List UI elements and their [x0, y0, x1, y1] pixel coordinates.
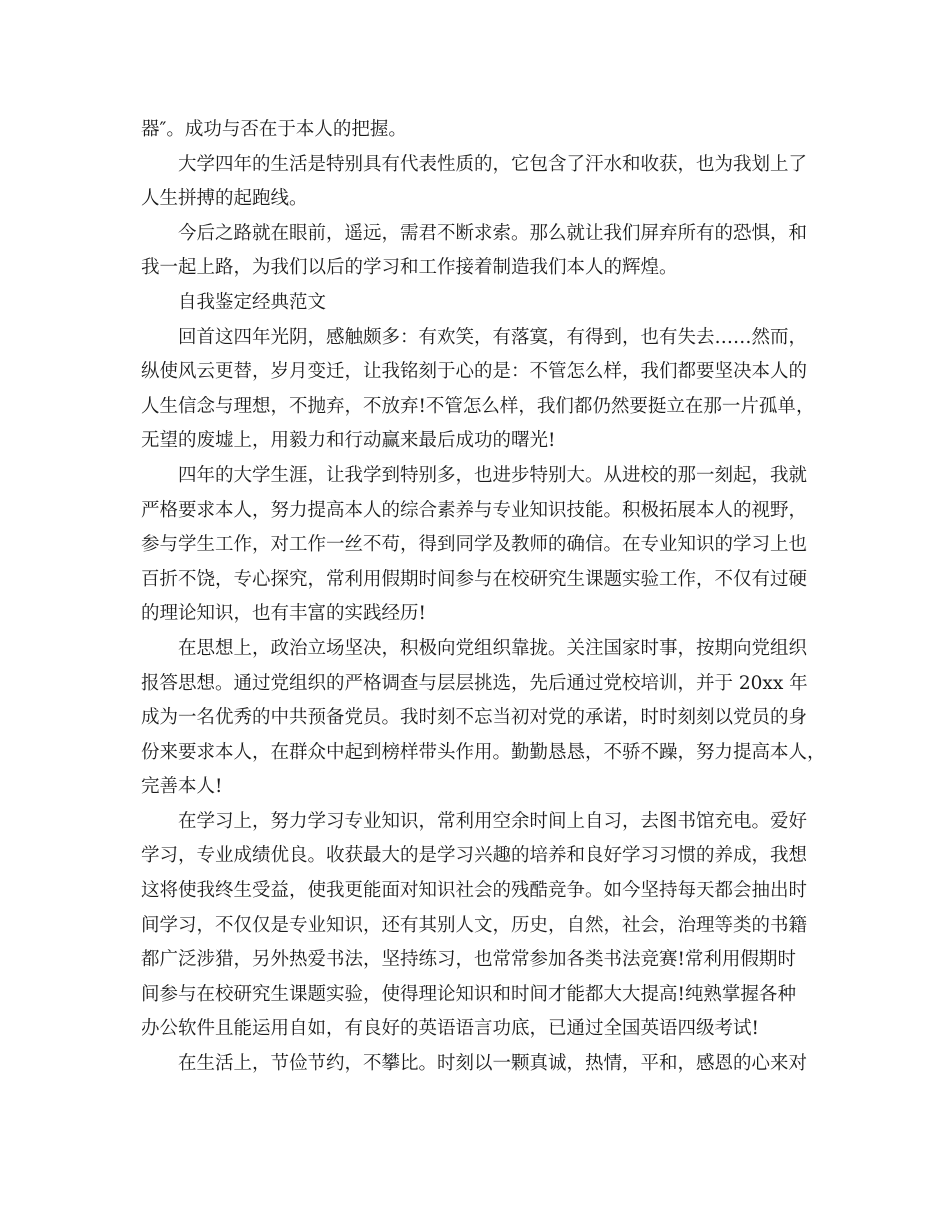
text-line: 成为一名优秀的中共预备党员。我时刻不忘当初对党的承诺，时时刻刻以党员的身	[141, 707, 808, 729]
text-line: 器″。成功与否在于本人的把握。	[141, 119, 407, 140]
text-line: 报答思想。通过党组织的严格调查与层层挑选，先后通过党校培训，并于 20xx 年	[141, 672, 808, 694]
text-line: 大学四年的生活是特别具有代表性质的，它包含了汗水和收获，也为我划上了	[178, 153, 808, 175]
text-line: 纵使风云更替，岁月变迁，让我铭刻于心的是：不管怎么样，我们都要坚决本人的	[141, 361, 808, 383]
text-line: 办公软件且能运用自如，有良好的英语语言功底，已通过全国英语四级考试!	[141, 1018, 759, 1040]
text-line: 无望的废墟上，用毅力和行动赢来最后成功的曙光!	[141, 430, 556, 452]
text-line: 都广泛涉猎，另外热爱书法，坚持练习，也常常参加各类书法竞赛!常利用假期时	[141, 949, 796, 971]
document-body	[141, 113, 826, 1082]
text-line: 我一起上路，为我们以后的学习和工作接着制造我们本人的辉煌。	[141, 257, 678, 279]
text-line: 间学习，不仅仅是专业知识，还有其别人文，历史，自然，社会，治理等类的书籍	[141, 914, 808, 936]
text-line: 的理论知识，也有丰富的实践经历!	[141, 603, 426, 625]
text-line: 份来要求本人，在群众中起到榜样带头作用。勤勤恳恳，不骄不躁，努力提高本人，	[141, 741, 826, 763]
text-line: 这将使我终生受益，使我更能面对知识社会的残酷竞争。如今坚持每天都会抽出时	[141, 880, 808, 902]
text-line: 在思想上，政治立场坚决，积极向党组织靠拢。关注国家时事，按期向党组织	[178, 637, 808, 659]
text-line: 在学习上，努力学习专业知识，常利用空余时间上自习，去图书馆充电。爱好	[178, 810, 808, 832]
text-line: 人生拼搏的起跑线。	[141, 188, 308, 210]
text-line: 回首这四年光阴，感触颇多：有欢笑，有落寞，有得到，也有失去……然而，	[178, 326, 808, 348]
text-line: 严格要求本人，努力提高本人的综合素养与专业知识技能。积极拓展本人的视野，	[141, 499, 808, 521]
text-line: 间参与在校研究生课题实验，使得理论知识和时间才能都大大提高!纯熟掌握各种	[141, 983, 796, 1005]
text-line: 学习，专业成绩优良。收获最大的是学习兴趣的培养和良好学习习惯的养成，我想	[141, 845, 808, 867]
text-line: 百折不饶，专心探究，常利用假期时间参与在校研究生课题实验工作，不仅有过硬	[141, 568, 808, 590]
text-line: 完善本人!	[141, 776, 223, 798]
text-line: 自我鉴定经典范文	[178, 291, 327, 313]
text-line: 四年的大学生涯，让我学到特别多，也进步特别大。从进校的那一刻起，我就	[178, 464, 808, 486]
text-line: 人生信念与理想，不抛弃，不放弃!不管怎么样，我们都仍然要挺立在那一片孤单，	[141, 395, 815, 417]
text-line: 今后之路就在眼前，遥远，需君不断求索。那么就让我们屏弃所有的恐惧，和	[178, 222, 808, 244]
text-line: 参与学生工作，对工作一丝不苟，得到同学及教师的确信。在专业知识的学习上也	[141, 534, 808, 556]
text-line: 在生活上，节俭节约，不攀比。时刻以一颗真诚，热情，平和，感恩的心来对	[178, 1053, 808, 1075]
